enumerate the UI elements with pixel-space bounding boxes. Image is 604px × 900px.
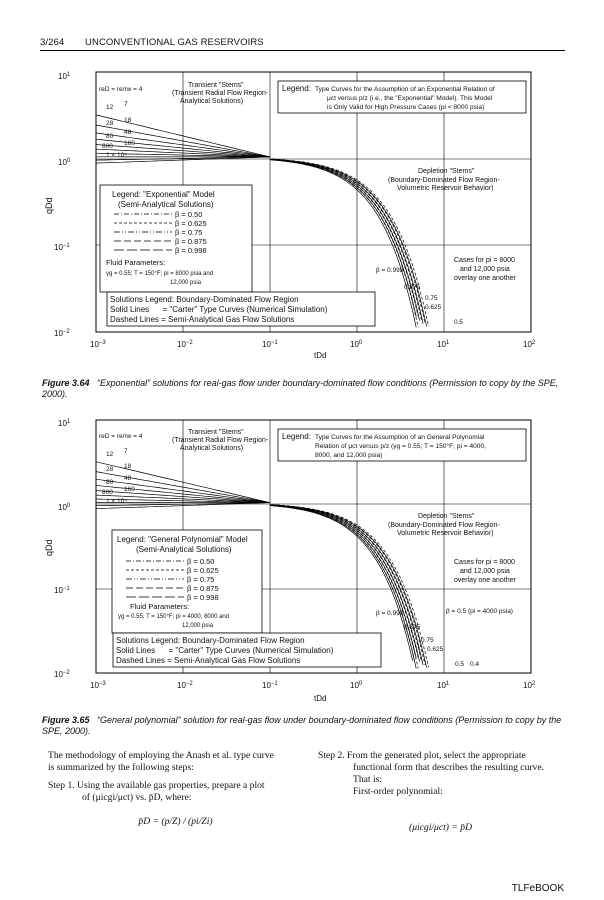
- stem-7: 7: [124, 448, 128, 455]
- stem-18: 18: [124, 117, 132, 124]
- model-title2: (Semi-Analytical Solutions): [136, 545, 232, 554]
- stem-28: 28: [106, 120, 114, 127]
- body-left-line1: The methodology of employing the Anash et al. type curve: [48, 750, 274, 761]
- transient-sub1: (Transient Radial Flow Region-: [172, 437, 269, 444]
- stem-80: 80: [106, 133, 114, 140]
- fluid-title: Fluid Parameters:: [106, 258, 166, 267]
- y-tick-10-m1: $10^{-1}$: [54, 586, 70, 595]
- solutions3: Dashed Lines = Semi-Analytical Gas Flow Solutions: [110, 315, 295, 324]
- legend-text1: Type Curves for the Assumption of an General Polynomial: [315, 434, 485, 441]
- y-tick-10-1: $10^1$: [58, 419, 71, 428]
- transient-sub1: (Transient Radial Flow Region-: [172, 90, 269, 97]
- legend-text3: 8000, and 12,000 psia): [315, 452, 383, 459]
- fluid-line1: γg = 0.55; T = 150°F; pi = 8000 psia and: [106, 271, 214, 277]
- extra-curve-label: β = 0.5 (pi = 4000 psia): [446, 608, 513, 615]
- curve-label-075: 0.75: [425, 295, 438, 302]
- legend-text2: μct versus p/z (i.e., the "Exponential" Model). This Model: [327, 95, 493, 102]
- y-tick-10-0: $10^0$: [58, 158, 71, 167]
- caption-label: Figure 3.64: [42, 378, 90, 388]
- caption-3-64: [42, 378, 562, 400]
- curve-label-0625: 0.625: [427, 646, 444, 653]
- x-tick-labels: [90, 340, 536, 349]
- solutions1: Solutions Legend: Boundary-Dominated Flow Region: [116, 636, 305, 645]
- y-axis-label: qDd: [44, 539, 54, 556]
- stem-80: 80: [106, 479, 114, 486]
- solutions3: Dashed Lines = Semi-Analytical Gas Flow Solutions: [116, 656, 301, 665]
- stem-800: 800: [102, 143, 113, 150]
- cases2: and 12,000 psia: [460, 266, 510, 273]
- stem-1e4: 1 × 10⁴: [106, 152, 128, 159]
- curve-label-04: 0.4: [470, 661, 480, 668]
- x-tick-10-1: $10^1$: [437, 681, 450, 690]
- solutions-legend-box: [107, 292, 375, 326]
- depletion1: Depletion "Stems": [418, 168, 475, 175]
- step2-line4: First-order polynomial:: [353, 786, 443, 797]
- legend-title: Legend:: [282, 432, 311, 441]
- stem-48: 48: [124, 475, 132, 482]
- curve-label-05: 0.5: [455, 661, 465, 668]
- page-number: 3/264: [40, 37, 65, 48]
- equation-first-order: (μicgi/μct) = p̄D: [409, 822, 472, 833]
- y-tick-10-m2: $10^{-2}$: [54, 670, 70, 679]
- header-rule: [40, 50, 565, 51]
- solutions1: Solutions Legend: Boundary-Dominated Flow Region: [110, 295, 299, 304]
- beta-0875: β = 0.875: [175, 237, 207, 246]
- body-left: [48, 750, 303, 828]
- curve-label-0875: 0.875: [404, 624, 421, 631]
- body-left-line2: is summarized by the following steps:: [48, 762, 194, 773]
- depletion1: Depletion "Stems": [418, 513, 475, 520]
- stem-18: 18: [124, 463, 132, 470]
- cases1: Cases for pi = 8000: [454, 559, 515, 566]
- legend-text1: Type Curves for the Assumption of an Exponential Relation of: [315, 86, 495, 93]
- beta-075: β = 0.75: [187, 575, 215, 584]
- x-tick-10-0: $10^0$: [350, 340, 363, 349]
- step2-line2: functional form that describes the resulting curve.: [353, 762, 545, 773]
- x-tick-10-m2: $10^{-2}$: [177, 681, 193, 690]
- model-legend-box: [100, 185, 252, 292]
- depletion2: (Boundary-Dominated Flow Region-: [388, 522, 500, 529]
- x-tick-10-m3: $10^{-3}$: [90, 681, 106, 690]
- transient-label: Transient "Stems": [188, 82, 244, 89]
- depletion2: (Boundary-Dominated Flow Region-: [388, 177, 500, 184]
- stem-12: 12: [106, 104, 114, 111]
- stem-12: 12: [106, 451, 114, 458]
- legend-box: [278, 429, 526, 461]
- stem-160: 160: [124, 486, 135, 493]
- caption-label: Figure 3.65: [42, 715, 90, 725]
- curve-labels: [376, 610, 479, 668]
- curve-label-075: 0.75: [421, 637, 434, 644]
- y-tick-10-m1: $10^{-1}$: [54, 243, 70, 252]
- y-tick-labels: [54, 72, 71, 338]
- legend-title: Legend:: [282, 84, 311, 93]
- body-right: [318, 750, 563, 834]
- stem-28: 28: [106, 466, 114, 473]
- step1-line2: of (μicgi/μct) vs. p̄D, where:: [82, 792, 192, 803]
- x-tick-10-m2: $10^{-2}$: [177, 340, 193, 349]
- legend-text2: Relation of μct versus p/z (γg = 0.55; T = 150°F; pi = 4000,: [315, 443, 486, 450]
- y-tick-labels: [54, 419, 71, 679]
- curve-label-0625: 0.625: [425, 304, 442, 311]
- curve-label-0875: 0.875: [404, 284, 421, 291]
- stem-48: 48: [124, 129, 132, 136]
- cases2: and 12,000 psia: [460, 568, 510, 575]
- x-tick-10-2: $10^2$: [523, 340, 536, 349]
- depletion-annotation: [388, 513, 500, 537]
- stem-1e4: 1 × 10⁴: [106, 498, 128, 505]
- y-tick-10-0: $10^0$: [58, 503, 71, 512]
- red-label: reD = re/rw = 4: [99, 86, 143, 93]
- equation-pd: p̄D = (p/Z) / (pi/Zi): [138, 816, 213, 827]
- cases1: Cases for pi = 8000: [454, 257, 515, 264]
- curve-label-0998: β = 0.998: [376, 267, 404, 274]
- caption-text: “Exponential” solutions for real-gas flow under boundary-dominated flow conditions (Permission to copy by the SPE, 2000).: [42, 378, 559, 399]
- cases3: overlay one another: [454, 577, 516, 584]
- solutions2: Solid Lines = "Carter" Type Curves (Numerical Simulation): [110, 305, 328, 314]
- solutions2: Solid Lines = "Carter" Type Curves (Numerical Simulation): [116, 646, 334, 655]
- figure-3-65: [40, 410, 565, 710]
- step1-line1: Step 1. Using the available gas properties, prepare a plot: [48, 780, 265, 791]
- beta-050: β = 0.50: [187, 557, 215, 566]
- curve-label-0998: β = 0.998: [376, 610, 404, 617]
- x-tick-10-m1: $10^{-1}$: [262, 340, 278, 349]
- beta-075: β = 0.75: [175, 228, 203, 237]
- beta-0625: β = 0.625: [175, 219, 207, 228]
- running-header: [40, 37, 282, 48]
- fluid-title: Fluid Parameters:: [130, 602, 190, 611]
- transient-label: Transient "Stems": [188, 429, 244, 436]
- y-tick-10-m2: $10^{-2}$: [54, 329, 70, 338]
- step2-line3: That is:: [353, 774, 383, 785]
- model-title1: Legend: "Exponential" Model: [112, 190, 215, 199]
- caption-text: “General polynomial” solution for real-gas flow under boundary-dominated flow conditions (Permission to copy by the SPE, 2000).: [42, 715, 562, 736]
- cases-annotation: [454, 559, 517, 584]
- beta-0625: β = 0.625: [187, 566, 219, 575]
- x-tick-10-2: $10^2$: [523, 681, 536, 690]
- x-tick-10-1: $10^1$: [437, 340, 450, 349]
- beta-0998: β = 0.998: [187, 593, 219, 602]
- model-title2: (Semi-Analytical Solutions): [118, 200, 214, 209]
- x-tick-10-m1: $10^{-1}$: [262, 681, 278, 690]
- fluid-line1: γg = 0.55; T = 150°F; pi = 4000, 8000 and: [118, 614, 230, 620]
- transient-sub2: Analytical Solutions): [180, 98, 244, 105]
- cases-annotation: [454, 257, 517, 282]
- x-axis-label: tDd: [314, 694, 327, 703]
- step2-line1: Step 2. From the generated plot, select the appropriate: [318, 750, 526, 761]
- depletion3: Volumetric Reservoir Behavior): [397, 530, 494, 537]
- fluid-line2: 12,000 psia: [170, 280, 202, 286]
- depletion3: Volumetric Reservoir Behavior): [397, 185, 494, 192]
- model-title1: Legend: "General Polynomial" Model: [117, 535, 248, 544]
- beta-050: β = 0.50: [175, 210, 203, 219]
- depletion-annotation: [388, 168, 500, 192]
- transient-sub2: Analytical Solutions): [180, 445, 244, 452]
- y-axis-label: qDd: [44, 197, 54, 214]
- red-label: reD = re/rw = 4: [99, 433, 143, 440]
- x-tick-labels: [90, 681, 536, 690]
- stem-800: 800: [102, 489, 113, 496]
- figure-3-64: [40, 62, 565, 374]
- model-legend-box: [112, 530, 262, 633]
- x-tick-10-m3: $10^{-3}$: [90, 340, 106, 349]
- beta-0875: β = 0.875: [187, 584, 219, 593]
- legend-box: [278, 81, 526, 113]
- x-axis-label: tDd: [314, 351, 327, 360]
- running-title: UNCONVENTIONAL GAS RESERVOIRS: [85, 37, 264, 48]
- stem-160: 160: [124, 140, 135, 147]
- beta-0998: β = 0.998: [175, 246, 207, 255]
- curve-label-05: 0.5: [454, 319, 464, 326]
- legend-text3: is Only Valid for High Pressure Cases (pi < 8000 psia): [327, 104, 485, 111]
- cases3: overlay one another: [454, 275, 516, 282]
- fluid-line2: 12,000 psia: [182, 623, 214, 629]
- solutions-legend-box: [113, 633, 381, 667]
- y-tick-10-1: $10^1$: [58, 72, 71, 81]
- footer-mark: TLFeBOOK: [511, 883, 564, 894]
- caption-3-65: [42, 715, 562, 737]
- x-tick-10-0: $10^0$: [350, 681, 363, 690]
- stem-7: 7: [124, 101, 128, 108]
